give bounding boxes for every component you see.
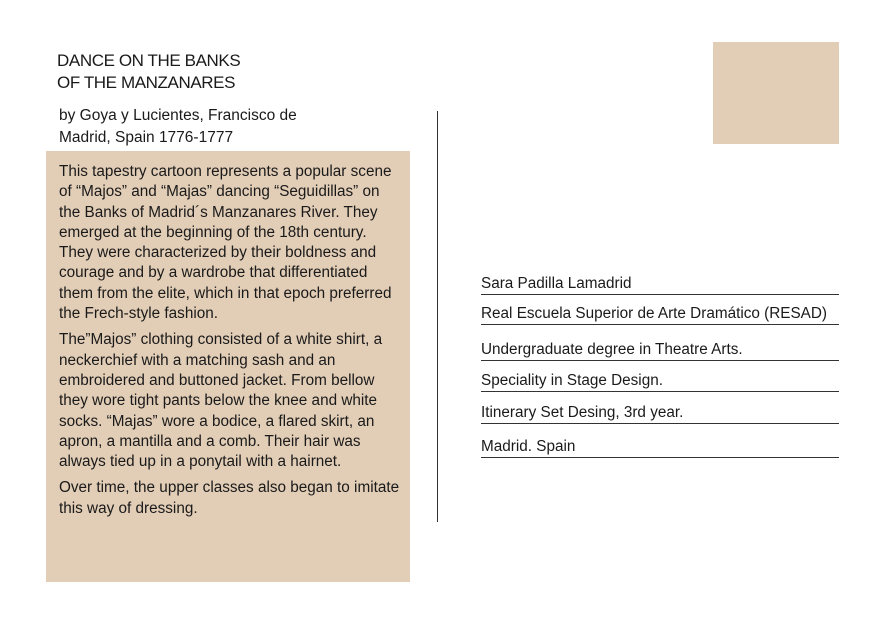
description-box [46,151,410,582]
address-line-degree: Undergraduate degree in Theatre Arts. [481,341,839,361]
postcard-title [57,50,240,94]
place-date-line: Madrid, Spain 1776-1777 [59,129,234,146]
artwork-byline [59,105,297,149]
title-line-1: DANCE ON THE BANKS [57,51,241,70]
description-paragraph: Over time, the upper classes also began to imitate this way of dressing. [59,479,400,517]
center-divider [437,111,438,522]
description-paragraph: The”Majos” clothing consisted of a white shirt, a neckerchief with a matching sash and an embroidered and buttoned jacket. From bellow they wore tight pants below the knee and white socks. “Majas” wore a bodice, a flared skirt, an apron, a mantilla and a comb. Their hair was always tied up in a ponytail with a hairnet. [59,331,383,471]
address-line-name: Sara Padilla Lamadrid [481,275,839,295]
description-paragraph: This tapestry cartoon represents a popular scene of “Majos” and “Majas” dancing “Seguidillas” on the Banks of Madrid´s Manzanares River. They emerged at the beginning of the 18th century. They were characterized by their boldness and courage and by a wardrobe that differentiated them from the elite, which in that epoch preferred the Frech-style fashion. [59,163,392,323]
address-line-speciality: Speciality in Stage Design. [481,372,839,392]
artist-line: by Goya y Lucientes, Francisco de [59,107,297,124]
stamp-placeholder [713,42,839,144]
address-line-city: Madrid. Spain [481,438,839,458]
address-line-school: Real Escuela Superior de Arte Dramático (RESAD) [481,305,839,325]
title-line-2: OF THE MANZANARES [57,73,236,92]
address-line-itinerary: Itinerary Set Desing, 3rd year. [481,404,839,424]
